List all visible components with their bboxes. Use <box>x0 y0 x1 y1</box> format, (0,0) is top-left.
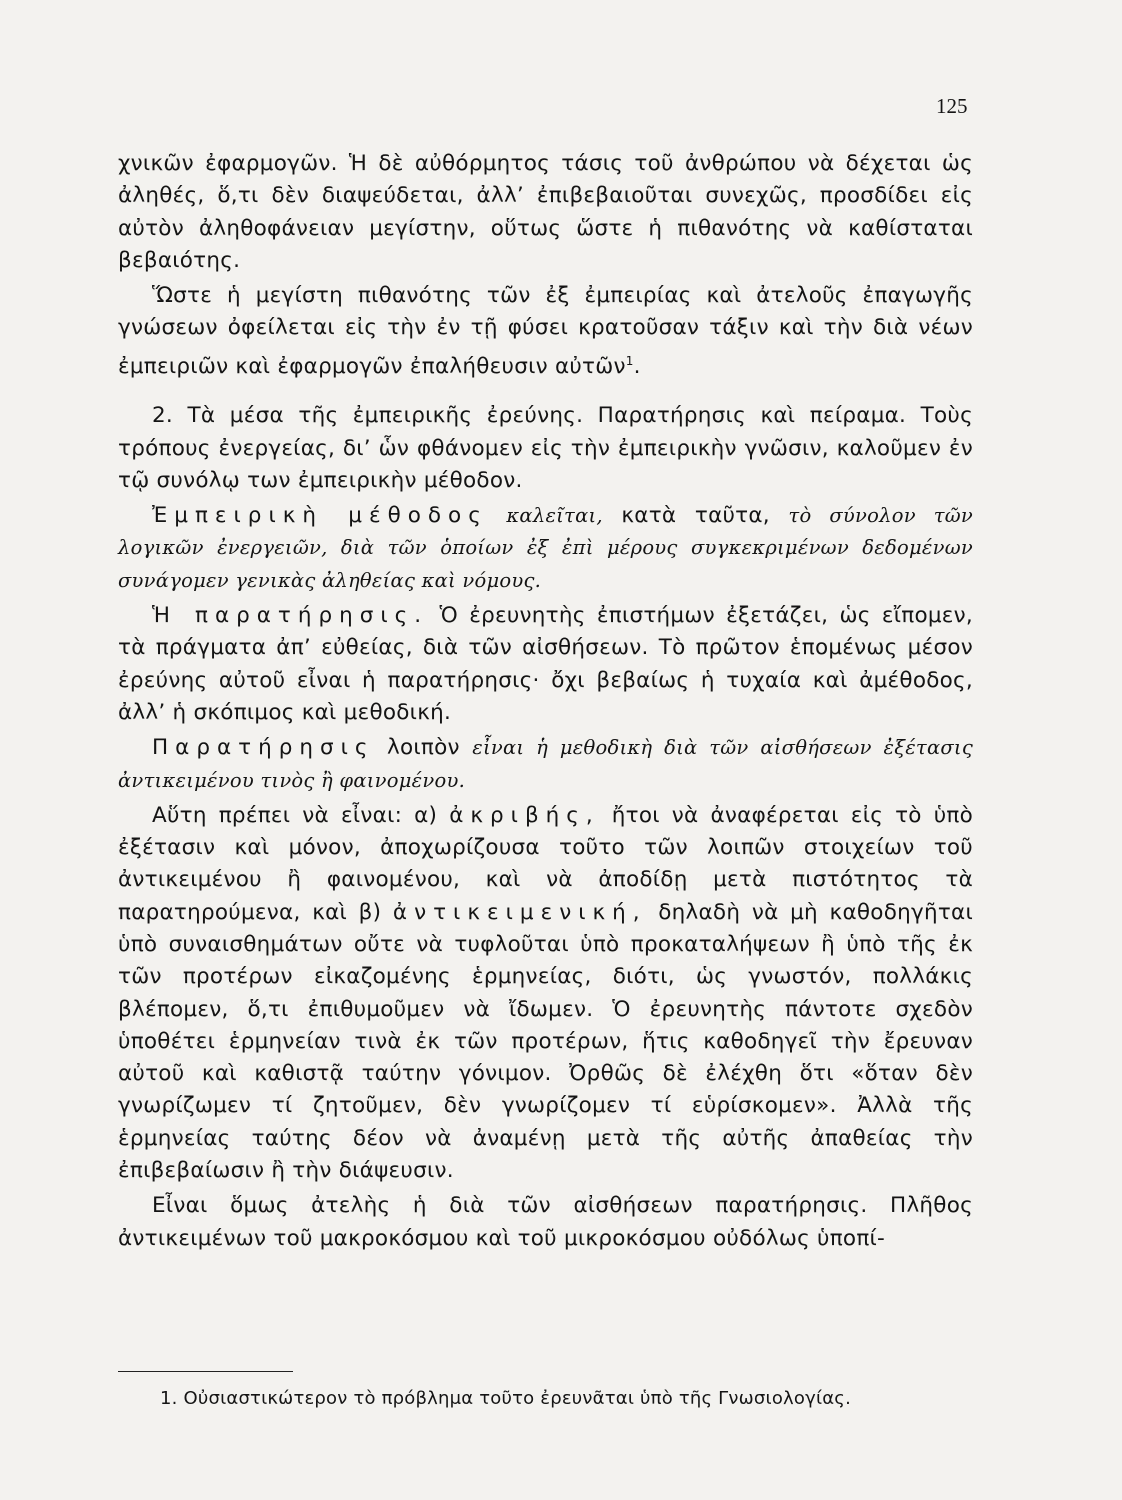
section-heading: 2. Τὰ μέσα τῆς ἐμπειρικῆς ἐρεύνης. Παρατήρησις καὶ πείραμα. <box>152 403 907 429</box>
term-objective: ἀντικειμενική, <box>392 899 647 925</box>
term-called: καλεῖται, <box>506 504 603 528</box>
definition-observation: εἶναι ἡ μεθοδικὴ διὰ τῶν αἰσθήσεων ἐξέτασις ἀντικειμένου τινὸς ἢ φαινομένου. <box>118 736 974 792</box>
requirements-text-1: ἤτοι νὰ ἀναφέρεται εἰς τὸ ὑπὸ ἐξέτασιν καὶ μόνον, ἀποχωρίζουσα τοῦτο τῶν λοιπῶν στοιχείων τοῦ ἀντικειμένου ἢ φαινομένου, καὶ νὰ ἀποδίδῃ μετὰ πιστότητος τὰ παρατηρούμενα, καὶ β) <box>118 802 973 925</box>
body-text <box>118 148 973 1255</box>
word-therefore: λοιπὸν <box>387 735 460 761</box>
definition-empirical-method: τὸ σύνολον τῶν λογικῶν ἐνεργειῶν, διὰ τῶν ὁποίων ἐξ ἐπὶ μέρους συγκεκριμένων δεδομένων συνάγομεν γενικὰς ἀληθείας καὶ νόμους. <box>118 504 973 592</box>
paragraph-final: Εἶναι ὅμως ἀτελὴς ἡ διὰ τῶν αἰσθήσεων παρατήρησις. Πλῆθος ἀντικειμένων τοῦ μακροκόσμου καὶ τοῦ μικροκόσμου οὐδόλως ὑποπί- <box>118 1193 973 1251</box>
footnote: 1. Οὐσιαστικώτερον τὸ πρόβλημα τοῦτο ἐρευνᾶται ὑπὸ τῆς Γνωσιολογίας. <box>160 1388 851 1409</box>
paragraph-2-text: Ὥστε ἡ μεγίστη πιθανότης τῶν ἐξ ἐμπειρίας καὶ ἀτελοῦς ἐπαγωγῆς γνώσεων ὀφείλεται εἰς τὴν ἐν τῇ φύσει κρατοῦσαν τάξιν καὶ τὴν διὰ νέων ἐμπειριῶν καὶ ἐφαρμογῶν ἐπαλήθευσιν αὐτῶν <box>118 283 973 379</box>
phrase-accordingly: κατὰ ταῦτα, <box>621 503 770 529</box>
footnote-marker: 1 <box>625 353 634 368</box>
term-observation-2: Παρατήρησις <box>152 735 375 761</box>
page-number: 125 <box>936 94 968 118</box>
term-accurate: ἀκριβής, <box>449 802 600 828</box>
paragraph-observation-definition <box>118 732 973 797</box>
section-paragraph <box>118 400 973 497</box>
term-observation: Ἡ παρατήρησις. <box>152 603 429 629</box>
paragraph-2: Ὥστε ἡ μεγίστη πιθανότης τῶν ἐξ ἐμπειρίας καὶ ἀτελοῦς ἐπαγωγῆς γνώσεων ὀφείλεται εἰς τὴν ἐν τῇ φύσει κρατοῦσαν τάξιν καὶ τὴν διὰ νέων ἐμπειριῶν καὶ ἐφαρμογῶν ἐπαλήθευσιν αὐτῶν$^1$. <box>118 283 973 379</box>
observation-text: Ὁ ἐρευνητὴς ἐπιστήμων ἐξετάζει, ὡς εἴπομεν, τὰ πράγματα ἀπ’ εὐθείας, διὰ τῶν αἰσθήσεων. Τὸ πρῶτον ἑπομένως μέσον ἐρεύνης αὐτοῦ εἶναι ἡ παρατήρησις· ὄχι βεβαίως ἡ τυχαία καὶ ἀμέθοδος, ἀλλ’ ἡ σκόπιμος καὶ μεθοδική. <box>118 603 974 725</box>
paragraph-requirements <box>118 800 973 1188</box>
paragraph-observation <box>118 600 973 729</box>
section-intro-text: Τοὺς τρόπους ἐνεργείας, δι’ ὧν φθάνομεν εἰς τὴν ἐμπειρικὴν γνῶσιν, καλοῦμεν ἐν τῷ συνόλῳ των ἐμπειρικὴν μέθοδον. <box>118 403 973 493</box>
requirements-intro: Αὕτη πρέπει νὰ εἶναι: α) <box>152 802 438 828</box>
paragraph-empirical-method <box>118 500 973 597</box>
paragraph-1: χνικῶν ἐφαρμογῶν. Ἡ δὲ αὐθόρμητος τάσις τοῦ ἀνθρώπου νὰ δέχεται ὡς ἀληθές, ὅ,τι δὲν διαψεύδεται, ἀλλ’ ἐπιβεβαιοῦται συνεχῶς, προσδίδει εἰς αὐτὸν ἀληθοφάνειαν μεγίστην, οὕτως ὥστε ἡ πιθανότης νὰ καθίσταται βεβαιότης. <box>118 151 973 273</box>
footnote-divider <box>118 1371 293 1372</box>
term-empirical-method: Ἐμπειρικὴ μέθοδος <box>152 503 488 529</box>
requirements-text-2: δηλαδὴ νὰ μὴ καθοδηγῆται ὑπὸ συναισθημάτων οὔτε νὰ τυφλοῦται ὑπὸ προκαταλήψεων ἢ ὑπὸ τῆς ἐκ τῶν προτέρων εἰκαζομένης ἑρμηνείας, διότι, ὡς γνωστόν, πολλάκις βλέπομεν, ὅ,τι ἐπιθυμοῦμεν νὰ ἴδωμεν. Ὁ ἐρευνητὴς πάντοτε σχεδὸν ὑποθέτει ἑρμηνείαν τινὰ ἐκ τῶν προτέρων, ἥτις καθοδηγεῖ τὴν ἔρευναν αὐτοῦ καὶ καθιστᾷ ταύτην γόνιμον. Ὀρθῶς δὲ ἐλέχθη ὅτι «ὅταν δὲν γνωρίζωμεν τί ζητοῦμεν, δὲν γνωρίζομεν τί εὑρίσκομεν». Ἀλλὰ τῆς ἑρμηνείας ταύτης δέον νὰ ἀναμένῃ μετὰ τῆς αὐτῆς ἀπαθείας τὴν ἐπιβεβαίωσιν ἢ τὴν διάψευσιν. <box>118 899 973 1184</box>
